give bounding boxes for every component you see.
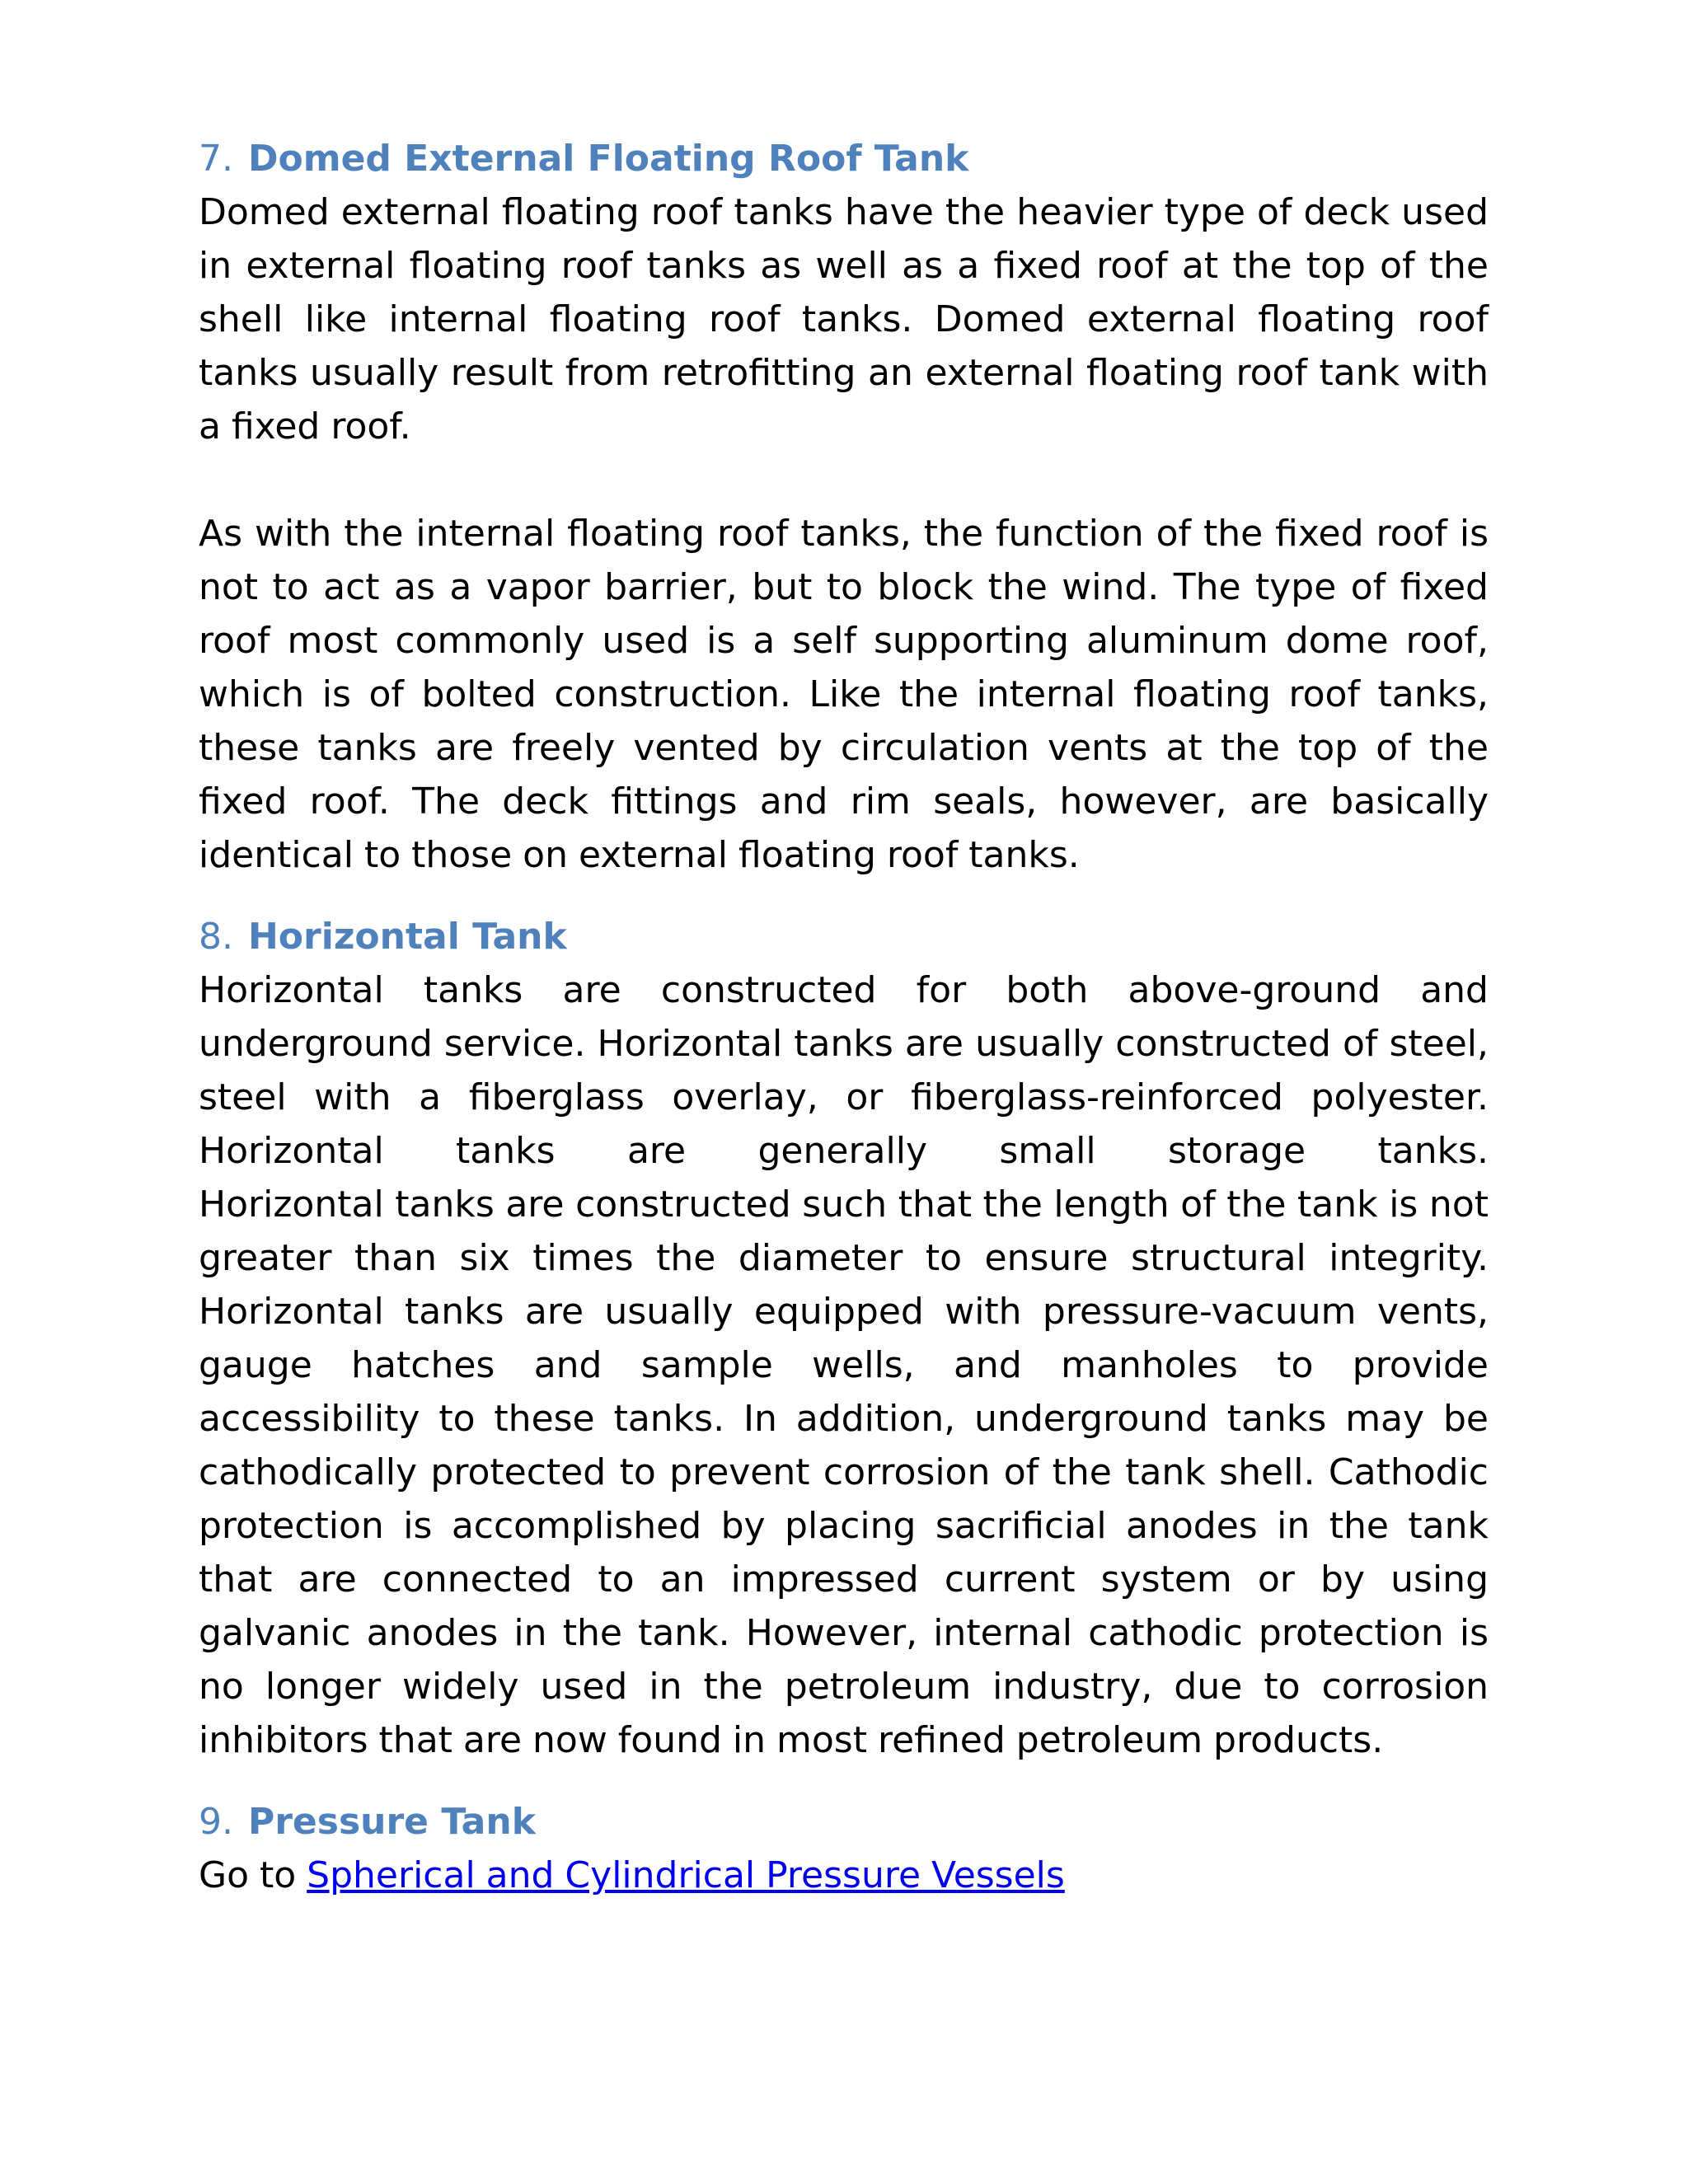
section-heading-horizontal-tank bbox=[199, 910, 1489, 963]
section-title: Domed External Floating Roof Tank bbox=[247, 138, 969, 180]
section-number: 8. bbox=[199, 916, 233, 958]
section-number: 7. bbox=[199, 138, 233, 180]
go-to-prefix: Go to bbox=[199, 1854, 307, 1896]
paragraph: Horizontal tanks are constructed for both above-ground and underground service. Horizontal tanks are usually constructed of steel, steel with a fiberglass overlay, or fiberglass-reinforced polyester. Horizontal tanks are generally small storage tanks. bbox=[199, 969, 1489, 1172]
section-title: Horizontal Tank bbox=[247, 916, 567, 958]
paragraph: Horizontal tanks are constructed such that the length of the tank is not greater than six times the diameter to ensure structural integrity. Horizontal tanks are usually equipped with pressure-vacuum vents, gauge hatches and sample wells, and manholes to provide accessibility to these tanks. In addition, underground tanks may be cathodically protected to prevent corrosion of the tank shell. Cathodic protection is accomplished by placing sacrificial anodes in the tank that are connected to an impressed current system or by using galvanic anodes in the tank. However, internal cathodic protection is no longer widely used in the petroleum industry, due to corrosion inhibitors that are now found in most refined petroleum products. bbox=[199, 1183, 1489, 1761]
section-title: Pressure Tank bbox=[247, 1801, 536, 1843]
document-page bbox=[199, 132, 1489, 1902]
section-spacer bbox=[199, 882, 1489, 910]
pressure-vessels-link[interactable]: Spherical and Cylindrical Pressure Vessels bbox=[307, 1854, 1065, 1896]
paragraph: Domed external floating roof tanks have the heavier type of deck used in external floating roof tanks as well as a fixed roof at the top of the shell like internal floating roof tanks. Domed external floating roof tanks usually result from retrofitting an external floating roof tank with a fixed roof. bbox=[199, 191, 1489, 448]
section-number: 9. bbox=[199, 1801, 233, 1843]
blank-line bbox=[199, 453, 1489, 507]
paragraph: As with the internal floating roof tanks, the function of the fixed roof is not to act as a vapor barrier, but to block the wind. The type of fixed roof most commonly used is a self supporting aluminum dome roof, which is of bolted construction. Like the internal floating roof tanks, these tanks are freely vented by circulation vents at the top of the fixed roof. The deck fittings and rim seals, however, are basically identical to those on external floating roof tanks. bbox=[199, 513, 1489, 876]
go-to-line bbox=[199, 1849, 1489, 1902]
section-heading-pressure-tank bbox=[199, 1795, 1489, 1849]
section-spacer bbox=[199, 1767, 1489, 1795]
section-heading-domed-external-floating-roof-tank bbox=[199, 132, 1489, 185]
